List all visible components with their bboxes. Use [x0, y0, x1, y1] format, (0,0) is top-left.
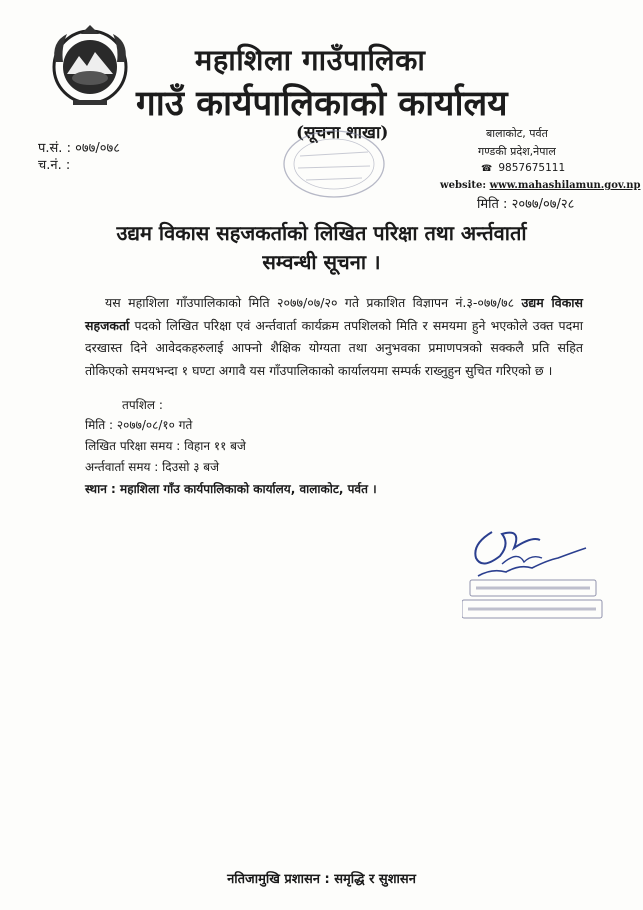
- address-line-2: गण्डकी प्रदेश,नेपाल: [478, 145, 556, 158]
- notice-title-line-2: सम्वन्धी सूचना ।: [262, 250, 381, 274]
- body-text-start: यस महाशिला गाँउपालिकाको मिति २०७७/०७/२० गते प्रकाशित विज्ञापन नं.३-०७७/७८: [105, 295, 515, 310]
- municipality-name: महाशिला गाउँपालिका: [195, 43, 426, 77]
- government-emblem-logo: [47, 22, 133, 108]
- website: [440, 180, 640, 191]
- address-line-1: बालाकोट, पर्वत: [486, 127, 548, 140]
- website-link[interactable]: www.mahashilamun.gov.np: [489, 180, 641, 191]
- schedule-date: मिति : २०७७/०८/१० गते: [85, 418, 193, 432]
- schedule-interview: अर्न्तवार्ता समय : दिउसो ३ बजे: [85, 460, 220, 474]
- website-label: website:: [440, 180, 487, 191]
- notice-date: मिति : २०७७/०७/२८: [477, 197, 575, 212]
- phone-icon: ☎: [481, 164, 493, 174]
- office-stamp: [276, 122, 388, 200]
- reference-number: प.सं. : ०७७/०७८: [38, 141, 121, 156]
- phone-value: 9857675111: [498, 162, 566, 174]
- body-text-rest: पदको लिखित परिक्षा एवं अर्न्तवार्ता कार्यक्रम तपशिलको मिति र समयमा हुने भएकोले उक्त पदमा दरखास्त दिने आवेदकहरुलाई आफ्नो शैक्षिक योग्यता तथा अनुभवका प्रमाणपत्रको सक्कलै प्रति सहित तोकिएको समयभन्दा १ घण्टा अगावै यस गाँउपालिकाको कार्यालयमा सम्पर्क राख्नुहुन सुचित गरिएको छ ।: [85, 317, 584, 378]
- branch-name: (सूचना शाखा): [296, 123, 389, 143]
- office-name: गाउँ कार्यपालिकाको कार्यालय: [136, 83, 508, 124]
- schedule-heading: तपशिल :: [122, 398, 163, 412]
- dispatch-number: च.नं. :: [38, 158, 71, 173]
- schedule-venue: स्थान : महाशिला गाँउ कार्यपालिकाको कार्यालय, वालाकोट, पर्वत ।: [85, 482, 377, 496]
- footer-slogan: नतिजामुखि प्रशासन : समृद्धि र सुशासन: [227, 872, 416, 887]
- schedule-written-exam: लिखित परिक्षा समय : विहान ११ बजे: [85, 439, 246, 453]
- body-text-post: उद्यम विकास सहजकर्ता: [85, 295, 583, 333]
- notice-title-line-1: उद्यम विकास सहजकर्ताको लिखित परिक्षा तथा अर्न्तवार्ता: [116, 221, 527, 245]
- phone-number: [481, 162, 565, 174]
- signature: [462, 514, 612, 624]
- notice-body: [85, 292, 583, 382]
